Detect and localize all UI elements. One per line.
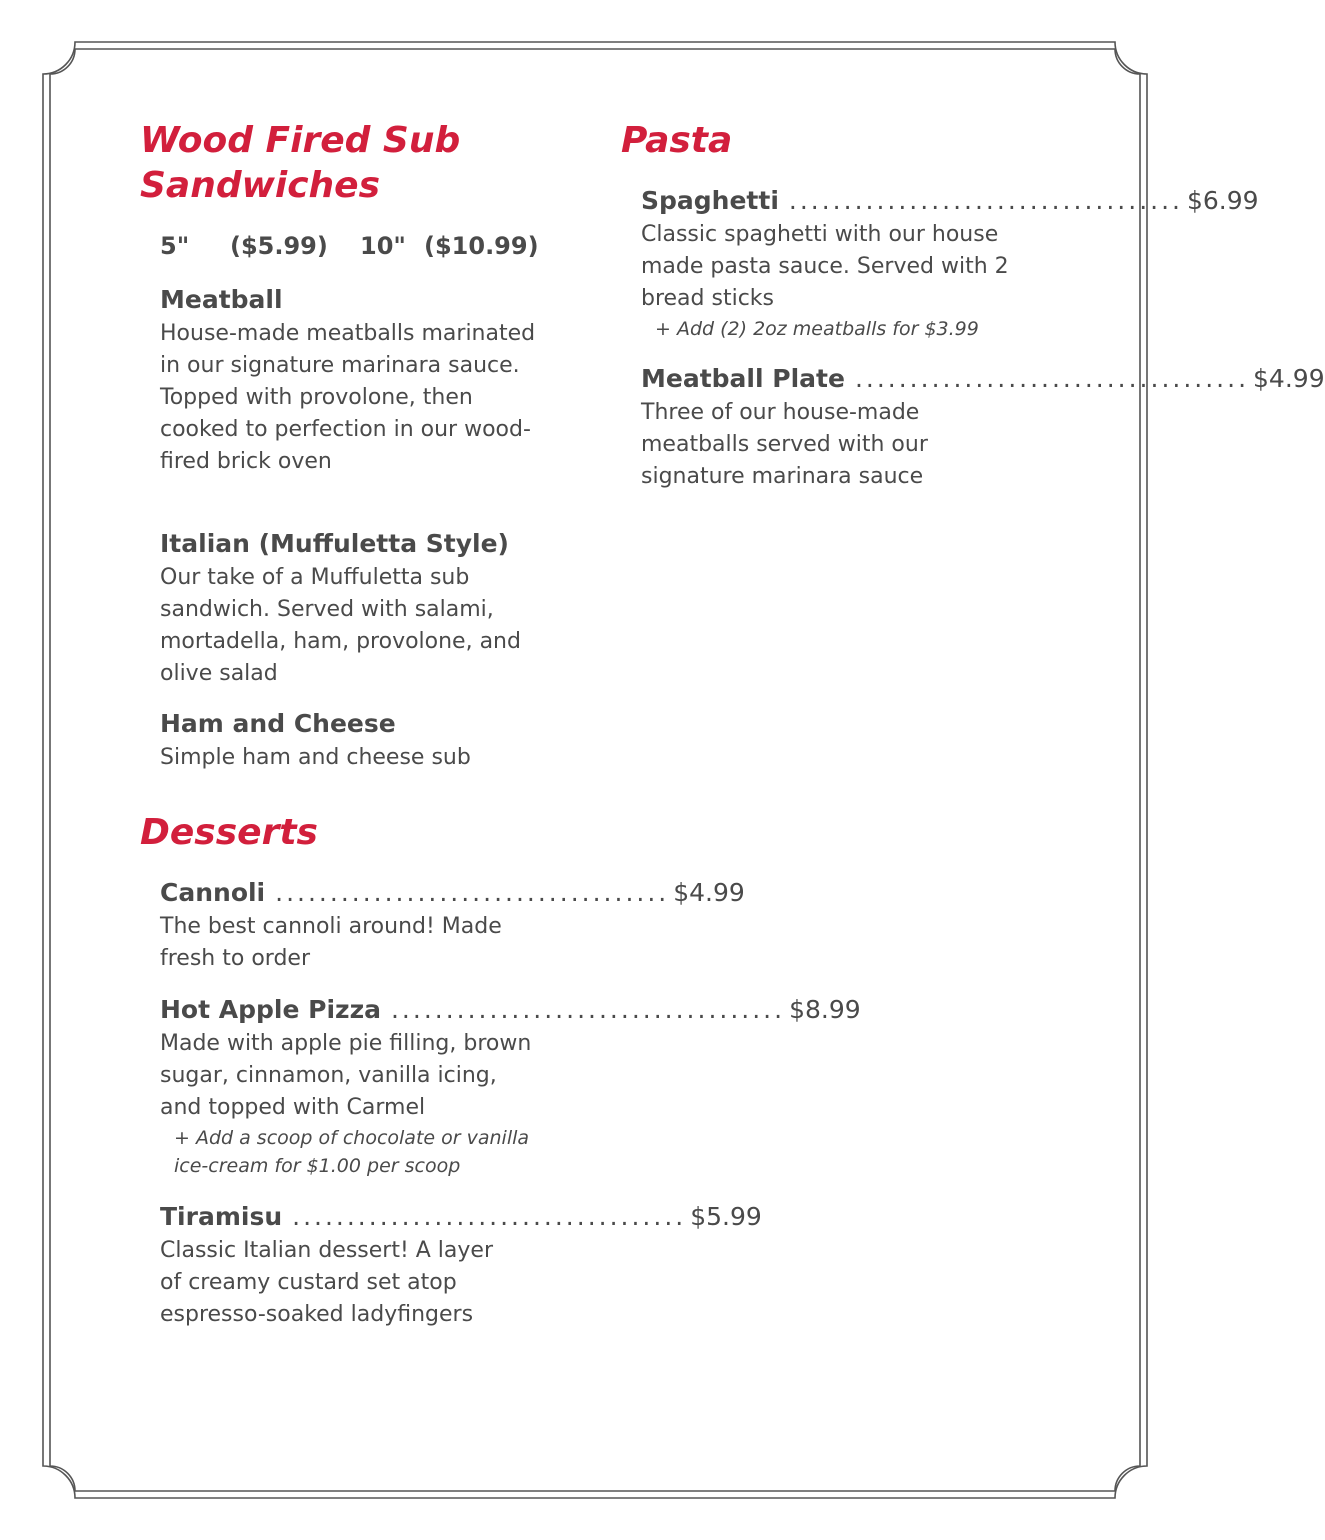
item-name: Tiramisu [160, 1202, 283, 1231]
menu-item-ham-cheese-sub [160, 708, 540, 774]
item-description: House-made meatballs marinated in our signature marinara sauce. Topped with provolone, then cooked to perfection in our wood-fired brick oven [160, 321, 536, 474]
dot-leader: .................................... [390, 995, 786, 1024]
dot-leader: .................................... [854, 364, 1250, 393]
item-description: Three of our house-made meatballs served with our signature marinara sauce [641, 400, 928, 489]
item-description: Our take of a Muffuletta sub sandwich. Served with salami, mortadella, ham, provolone, and olive salad [160, 565, 521, 686]
item-price: $4.99 [1253, 364, 1325, 393]
menu-item-tiramisu [160, 1201, 762, 1331]
item-add-on-note: + Add a scoop of chocolate or vanilla ice-cream for $1.00 per scoop [174, 1127, 530, 1177]
size-price: ($5.99) [230, 232, 328, 260]
item-name: Meatball Plate [641, 364, 845, 393]
menu-item-cannoli [160, 877, 745, 975]
desserts-section-title: Desserts [140, 812, 318, 853]
item-description: Simple ham and cheese sub [160, 745, 471, 770]
item-description: Classic spaghetti with our house made pasta sauce. Served with 2 bread sticks [641, 222, 1009, 311]
item-description: Classic Italian dessert! A layer of creamy custard set atop espresso-soaked ladyfingers [160, 1238, 493, 1327]
menu-item-spaghetti [641, 185, 1259, 343]
subs-section-title [140, 118, 460, 208]
item-name: Italian (Muffuletta Style) [160, 529, 509, 558]
item-name: Meatball [160, 285, 283, 314]
item-name: Spaghetti [641, 186, 779, 215]
sub-sizes [160, 230, 539, 262]
dot-leader: .................................... [788, 186, 1183, 215]
dot-leader: .................................... [275, 878, 670, 907]
subs-title-line2: Sandwiches [140, 165, 381, 206]
item-price: $5.99 [690, 1202, 762, 1231]
item-price: $8.99 [789, 995, 861, 1024]
menu-item-meatball-sub [160, 284, 540, 478]
item-name: Hot Apple Pizza [160, 995, 381, 1024]
subs-title-line1: Wood Fired Sub [140, 120, 461, 161]
item-add-on-note: + Add (2) 2oz meatballs for $3.99 [655, 318, 979, 340]
menu-item-hot-apple-pizza [160, 994, 861, 1180]
item-description: Made with apple pie filling, brown sugar, cinnamon, vanilla icing, and topped with Carmel [160, 1031, 532, 1120]
menu-item-meatball-plate [641, 363, 1325, 493]
size-label: 10" [360, 232, 406, 260]
item-name: Cannoli [160, 878, 266, 907]
menu-item-italian-sub [160, 528, 540, 690]
size-label: 5" [160, 232, 190, 260]
item-price: $4.99 [673, 878, 745, 907]
item-description: The best cannoli around! Made fresh to order [160, 914, 502, 971]
pasta-section-title: Pasta [621, 120, 733, 161]
item-name: Ham and Cheese [160, 709, 396, 738]
dot-leader: .................................... [292, 1202, 687, 1231]
item-price: $6.99 [1186, 186, 1259, 215]
size-price: ($10.99) [424, 232, 539, 260]
